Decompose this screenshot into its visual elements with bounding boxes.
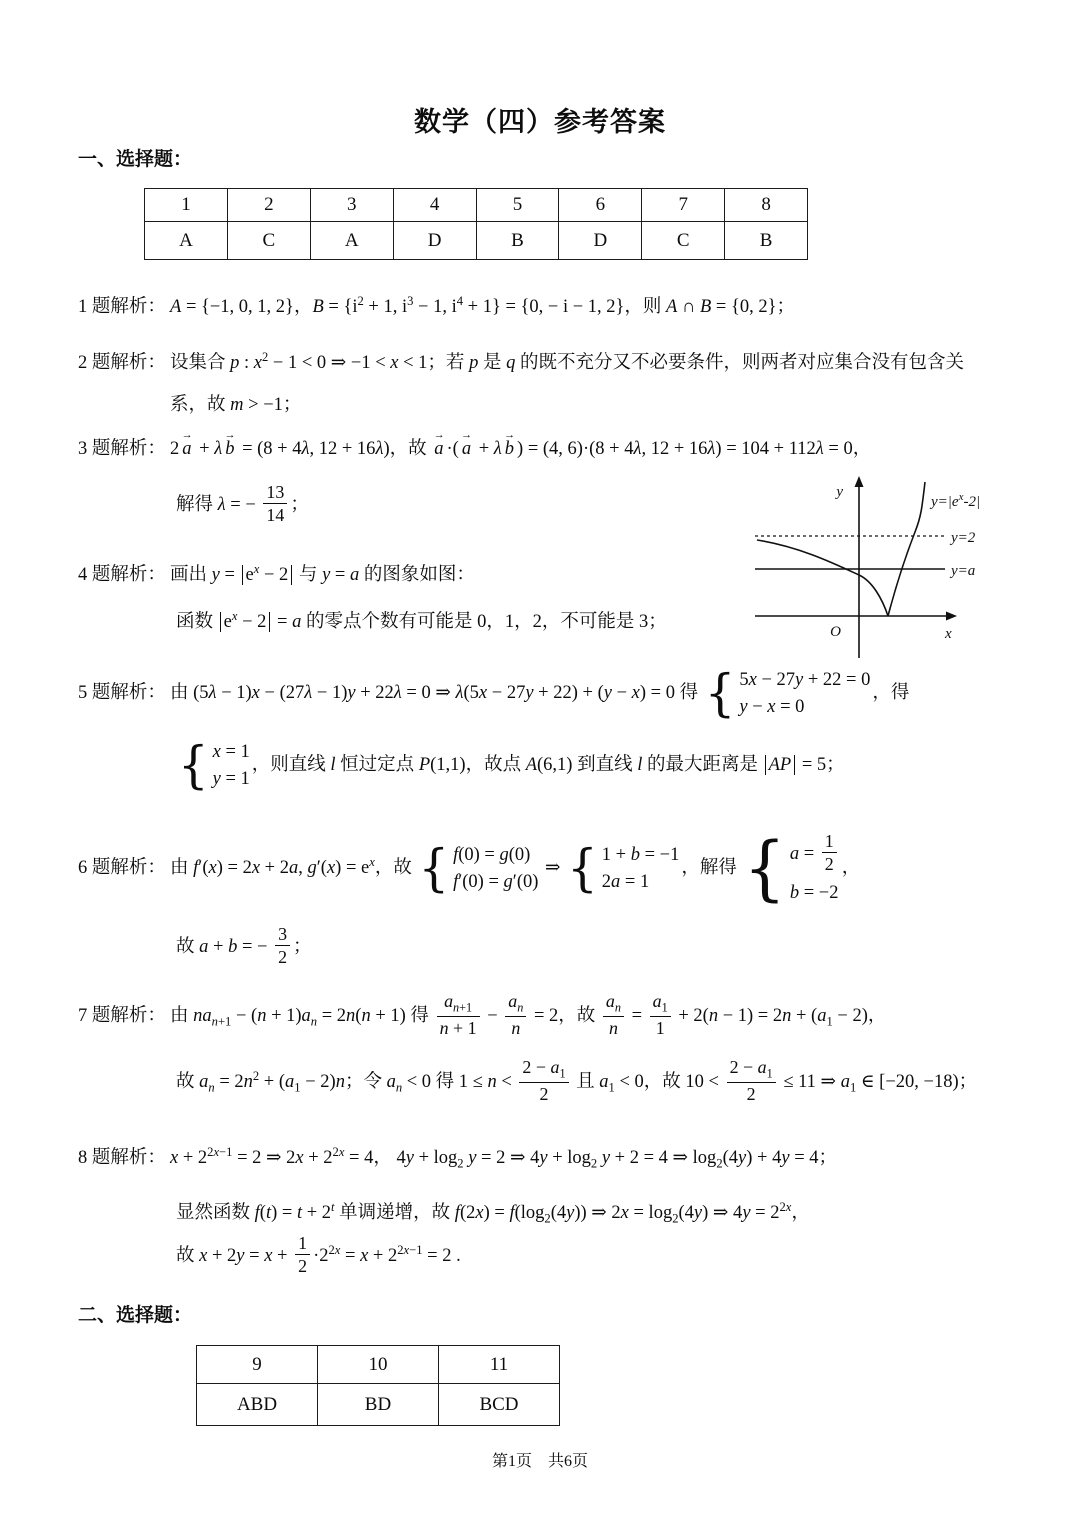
page-footer: 第1页 共6页 (491, 1453, 588, 1470)
math-formula: 系，故 m > −1； (170, 395, 302, 415)
answer-letter-cell: B (476, 222, 559, 260)
solution-5-label: 5 题解析： (78, 682, 166, 703)
solution-5-line-1 (78, 663, 910, 723)
solution-7-line-2 (176, 1058, 977, 1107)
math-formula: 函数 $e^x - 2 = a$ 的零点个数有可能是 0，1，2，不可能是 3； (176, 609, 667, 633)
question-number-cell: 9 (197, 1346, 318, 1384)
question-number-cell: 2 (227, 189, 310, 222)
solution-3-line-2 (176, 483, 309, 529)
solution-8-label: 8 题解析： (78, 1148, 166, 1169)
question-number-cell: 3 (310, 189, 393, 222)
section-2-heading: 二、选择题： (78, 1305, 193, 1326)
y-axis-label: y (836, 484, 843, 500)
question-number-cell: 4 (393, 189, 476, 222)
answer-letter-cell: D (393, 222, 476, 260)
curve-left-branch (757, 540, 888, 616)
x-axis-label: x (945, 626, 952, 642)
math-formula: 故 x + 2y = x + $\frac{1}{2}$ $\cdot 2^{2x} = x + 2^{2x-1} = 2$ . (176, 1233, 461, 1277)
curve-right-branch (888, 482, 925, 616)
y-axis-arrow (855, 476, 864, 487)
answer-table-1-number-row (145, 189, 808, 222)
solution-5-line-2 (176, 735, 845, 795)
answer-table-2 (196, 1345, 560, 1426)
solution-2-line-1 (78, 348, 964, 377)
answer-table-2-number-row (197, 1346, 560, 1384)
answer-letter-cell: ABD (197, 1384, 318, 1426)
answer-letter-cell: B (725, 222, 808, 260)
solution-7-label: 7 题解析： (78, 1005, 166, 1026)
math-formula: 画出 $y = e^x - 2$ 与 y = a 的图象如图： (170, 562, 475, 586)
math-formula: 设集合 p : $x^2 - 1 < 0$ ⇒ −1 < x < 1；若 p 是 q 的既不充分又不必要条件，则两者对应集合没有包含关 (170, 350, 964, 374)
page-title: 数学（四）参考答案 (414, 107, 666, 137)
solution-8-line-2 (176, 1198, 810, 1228)
math-formula: 显然函数 $f(t) = t + 2^t$ 单调递增，故 $f(2x) = f(\log_2(4y))$ ⇒ $2x = \log_2(4y)$ ⇒ $4y = 2^{2x}$， (176, 1200, 810, 1226)
question-number-cell: 5 (476, 189, 559, 222)
line-y2-label: y=2 (951, 530, 976, 546)
solution-4-label: 4 题解析： (78, 565, 166, 586)
math-formula: 由 (5λ − 1)x − (27λ − 1)y + 22λ = 0 ⇒ λ(5x − 27y + 22) + (y − x) = 0 得 { 5x − 27y + 22 = 0 y − x = 0 ，得 (170, 663, 910, 723)
question-number-cell: 8 (725, 189, 808, 222)
math-formula: 由 f′(x) = 2x + 2a, $g'(x) = e^x$，故 { f(0) = g(0) f′(0) = g′(0) ⇒ { 1 + b = −1 2a = 1 ，解得 { a = $\frac{1}{2}$ b = −2 ， (170, 827, 861, 910)
solution-4-line-2 (176, 607, 667, 636)
line-ya-label: y=a (951, 563, 976, 579)
answer-letter-cell: C (227, 222, 310, 260)
answer-letter-cell: BCD (439, 1384, 560, 1426)
math-formula: $x + 2^{2x-1} = 2$ ⇒ $2x + 2^{2x} = 4$， $4y + \log_2 y = 2$ ⇒ $4y + \log_2 y + 2 = 4$ ⇒ $\log_2(4y) + 4y = 4$； (170, 1145, 838, 1171)
solution-6-line-2 (176, 925, 312, 971)
solution-8-line-3 (176, 1234, 461, 1280)
answer-table-1 (144, 188, 808, 260)
solution-2-label: 2 题解析： (78, 353, 166, 374)
math-formula: 2 a → + λ b → = (8 + 4λ, 12 + 16λ)，故 a → ·( a → + λ b → ) = (4, 6)·(8 + 4λ, 12 + 16λ) = 104 + 112λ = 0， (170, 439, 871, 459)
math-formula: { x = 1 y = 1 ，则直线 l 恒过定点 P(1,1)，故点 A(6,1) 到直线 l 的最大距离是 AP = 5； (178, 735, 845, 795)
question-number-cell: 7 (642, 189, 725, 222)
solution-6-label: 6 题解析： (78, 857, 166, 878)
math-formula: 由 $na_{n+1} - (n + 1)a_n = 2n(n + 1)$ 得 $\frac{a_{n+1}}{n + 1}$ − $\frac{a_n}{n}$ = 2，故 $\frac{a_n}{n}$ = $\frac{a_1}{1}$ + $2(n - 1) = 2n + (a_1 - 2)$， (170, 991, 887, 1038)
solution-4-line-1 (78, 560, 475, 589)
question-number-cell: 11 (439, 1346, 560, 1384)
solution-3-line-1 (78, 436, 871, 463)
x-axis-arrow (946, 612, 957, 621)
section-1-heading: 一、选择题： (78, 149, 193, 170)
answer-letter-cell: A (145, 222, 228, 260)
answer-letter-cell: BD (318, 1384, 439, 1426)
solution-1-line-1 (78, 292, 795, 321)
answer-letter-cell: C (642, 222, 725, 260)
question-number-cell: 1 (145, 189, 228, 222)
answer-letter-cell: D (559, 222, 642, 260)
answer-table-1-answer-row (145, 222, 808, 260)
solution-7-line-1 (78, 992, 886, 1041)
solution-6-line-1 (78, 827, 861, 910)
answer-letter-cell: A (310, 222, 393, 260)
math-formula: 解得 λ = − $\frac{13}{14}$ ； (176, 482, 309, 526)
question-number-cell: 10 (318, 1346, 439, 1384)
curve-label: $y=|e^x-2|$ (931, 491, 981, 510)
function-graph (745, 470, 1080, 670)
solution-1-label: 1 题解析： (78, 297, 166, 318)
origin-label: O (830, 624, 841, 640)
math-formula: 故 $a_n = 2n^2 + (a_1 - 2)n$；令 $a_n < 0$ 得 1 ≤ n < $\frac{2 - a_1}{2}$ 且 $a_1 < 0$，故 10 < $\frac{2 - a_1}{2}$ ≤ 11 ⇒ $a_1$ ∈ [−20, −18)； (176, 1057, 978, 1104)
answer-table-2-answer-row (197, 1384, 560, 1426)
math-formula: A = {−1, 0, 1, 2}，$B = \{i^2 + 1$, $i^3 - 1$, $i^4 + 1\} = \{0$, − i − 1, 2}，则 A ∩ B = {0, 2}； (170, 294, 795, 318)
solution-8-line-1 (78, 1143, 837, 1173)
solution-3-label: 3 题解析： (78, 439, 166, 459)
solution-2-line-2 (170, 392, 301, 419)
math-formula: 故 a + b = − $\frac{3}{2}$ ； (176, 924, 312, 968)
question-number-cell: 6 (559, 189, 642, 222)
